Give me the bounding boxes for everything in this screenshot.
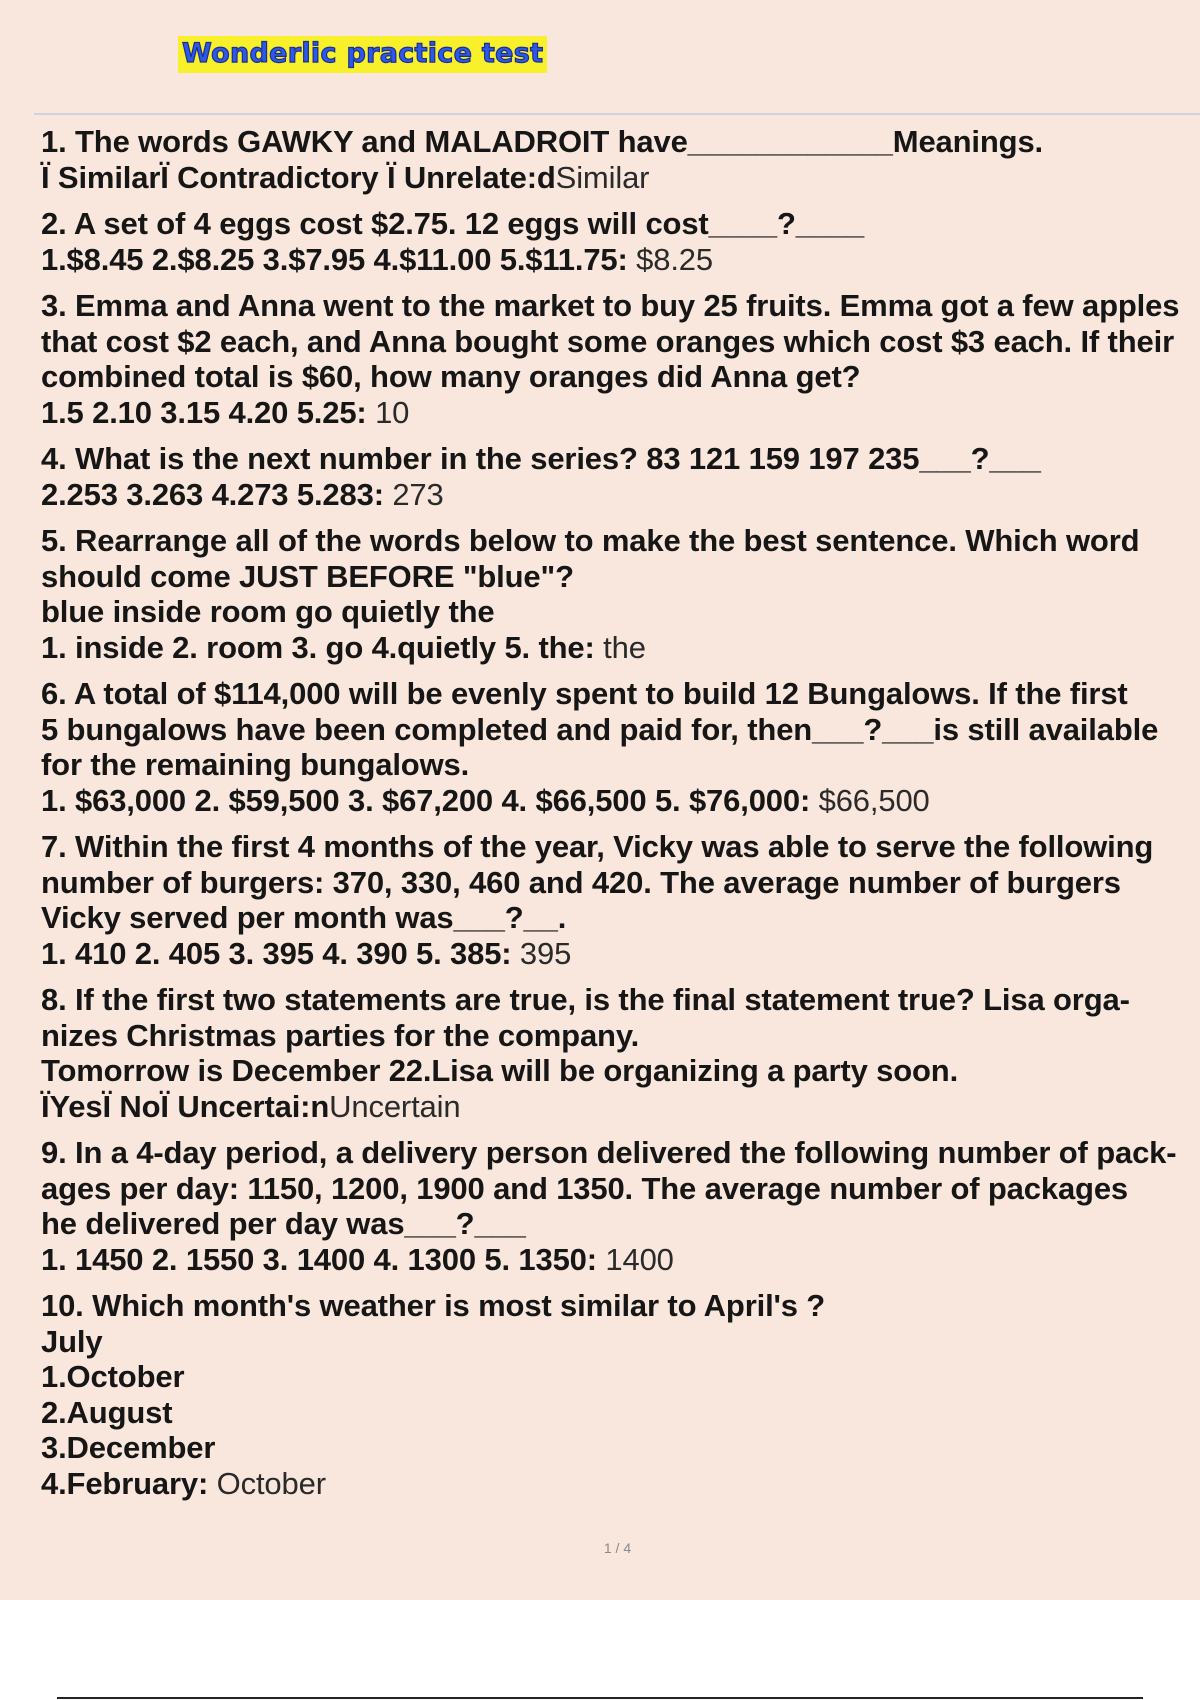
question-text: 1.October <box>41 1359 185 1394</box>
question-7 <box>41 829 1196 971</box>
answer-text: 10 <box>366 394 410 430</box>
question-text: 9. In a 4-day period, a delivery person delivered the following number of pack- <box>41 1135 1177 1170</box>
question-text: 6. A total of $114,000 will be evenly spent to build 12 Bungalows. If the first <box>41 676 1128 711</box>
question-text: 2. A set of 4 eggs cost $2.75. 12 eggs will cost____?____ <box>41 206 865 241</box>
question-text: 1. The words GAWKY and MALADROIT have____________Meanings. <box>41 124 1043 159</box>
question-text: 10. Which month's weather is most similar to April's ? <box>41 1288 826 1323</box>
question-line <box>41 206 1196 242</box>
answer-text: 273 <box>383 476 444 512</box>
question-line <box>41 1053 1196 1089</box>
question-text: combined total is $60, how many oranges did Anna get? <box>41 359 861 394</box>
question-line <box>41 594 1196 630</box>
question-line <box>41 324 1196 360</box>
question-text: 5 bungalows have been completed and paid for, then___?___is still available <box>41 711 1159 747</box>
answer-text: Uncertain <box>329 1088 461 1124</box>
question-text: 3. Emma and Anna went to the market to buy 25 fruits. Emma got a few apples <box>41 288 1180 323</box>
question-text: Vicky served per month was___?__. <box>41 900 567 935</box>
question-line <box>41 1359 1196 1395</box>
question-text: nizes Christmas parties for the company. <box>41 1017 640 1053</box>
question-line <box>41 288 1196 324</box>
question-text: 1. 410 2. 405 3. 395 4. 390 5. 385: <box>41 935 512 971</box>
question-text: 1. inside 2. room 3. go 4.quietly 5. the: <box>41 629 595 665</box>
question-line <box>41 160 1196 196</box>
question-text: should come JUST BEFORE "blue"? <box>41 558 574 594</box>
page-number: 1 / 4 <box>603 1540 632 1556</box>
question-line <box>41 1089 1196 1125</box>
question-line <box>41 477 1196 513</box>
question-text: for the remaining bungalows. <box>41 747 470 782</box>
question-text: ÏYesÏ NoÏ Uncertai:n <box>41 1088 330 1124</box>
question-line <box>41 829 1196 865</box>
answer-text: the <box>594 629 646 665</box>
question-line <box>41 359 1196 395</box>
answer-text: 1400 <box>596 1241 674 1277</box>
title-divider <box>34 113 1200 115</box>
answer-text: 395 <box>511 935 572 971</box>
question-10 <box>41 1288 1196 1501</box>
question-text: 3.December <box>41 1430 216 1465</box>
question-line <box>41 1206 1196 1242</box>
question-text: 7. Within the first 4 months of the year, Vicky was able to serve the following <box>41 829 1154 864</box>
question-text: number of burgers: 370, 330, 460 and 420. The average number of burgers <box>41 864 1121 900</box>
question-line <box>41 747 1196 783</box>
question-list <box>41 124 1196 1512</box>
question-text: that cost $2 each, and Anna bought some oranges which cost $3 each. If their <box>41 323 1174 359</box>
question-text: 5. Rearrange all of the words below to make the best sentence. Which word <box>41 523 1140 558</box>
question-line <box>41 900 1196 936</box>
answer-text: October <box>208 1465 326 1501</box>
question-line <box>41 1135 1196 1171</box>
question-line <box>41 559 1196 595</box>
question-5 <box>41 523 1196 665</box>
question-line <box>41 395 1196 431</box>
question-text: July <box>41 1323 103 1359</box>
question-line <box>41 124 1196 160</box>
answer-text: $66,500 <box>810 782 930 818</box>
question-text: 1.$8.45 2.$8.25 3.$7.95 4.$11.00 5.$11.75: <box>41 241 628 277</box>
question-line <box>41 936 1196 972</box>
question-line <box>41 242 1196 278</box>
question-line <box>41 630 1196 666</box>
question-line <box>41 1018 1196 1054</box>
question-line <box>41 1430 1196 1466</box>
question-8 <box>41 982 1196 1124</box>
question-line <box>41 523 1196 559</box>
question-line <box>41 1324 1196 1360</box>
answer-text: $8.25 <box>627 241 713 277</box>
document-title: Wonderlic practice test <box>178 36 547 73</box>
question-text: 4.February: <box>41 1465 209 1501</box>
question-line <box>41 865 1196 901</box>
question-line <box>41 712 1196 748</box>
question-line <box>41 783 1196 819</box>
question-line <box>41 676 1196 712</box>
question-text: 2.August <box>41 1394 173 1430</box>
question-text: blue inside room go quietly the <box>41 594 495 629</box>
question-text: he delivered per day was___?___ <box>41 1206 526 1241</box>
question-line <box>41 1171 1196 1207</box>
question-text: 8. If the first two statements are true, is the final statement true? Lisa orga- <box>41 982 1130 1017</box>
question-text: 1. 1450 2. 1550 3. 1400 4. 1300 5. 1350: <box>41 1241 597 1277</box>
question-text: Tomorrow is December 22.Lisa will be organizing a party soon. <box>41 1053 959 1088</box>
question-text: Ï SimilarÏ Contradictory Ï Unrelate:d <box>41 159 556 195</box>
question-4 <box>41 441 1196 512</box>
question-1 <box>41 124 1196 195</box>
page-bottom-rule <box>57 1697 1143 1699</box>
question-text: ages per day: 1150, 1200, 1900 and 1350. The average number of packages <box>41 1170 1129 1206</box>
question-3 <box>41 288 1196 430</box>
question-line <box>41 1288 1196 1324</box>
question-text: 1.5 2.10 3.15 4.20 5.25: <box>41 394 367 430</box>
question-line <box>41 441 1196 477</box>
answer-text: Similar <box>555 159 650 195</box>
question-9 <box>41 1135 1196 1277</box>
question-line <box>41 982 1196 1018</box>
question-text: 1. $63,000 2. $59,500 3. $67,200 4. $66,500 5. $76,000: <box>41 782 811 818</box>
question-line <box>41 1466 1196 1502</box>
question-text: 4. What is the next number in the series? 83 121 159 197 235___?___ <box>41 441 1041 476</box>
question-text: 2.253 3.263 4.273 5.283: <box>41 476 384 512</box>
question-2 <box>41 206 1196 277</box>
question-line <box>41 1395 1196 1431</box>
question-6 <box>41 676 1196 818</box>
question-line <box>41 1242 1196 1278</box>
